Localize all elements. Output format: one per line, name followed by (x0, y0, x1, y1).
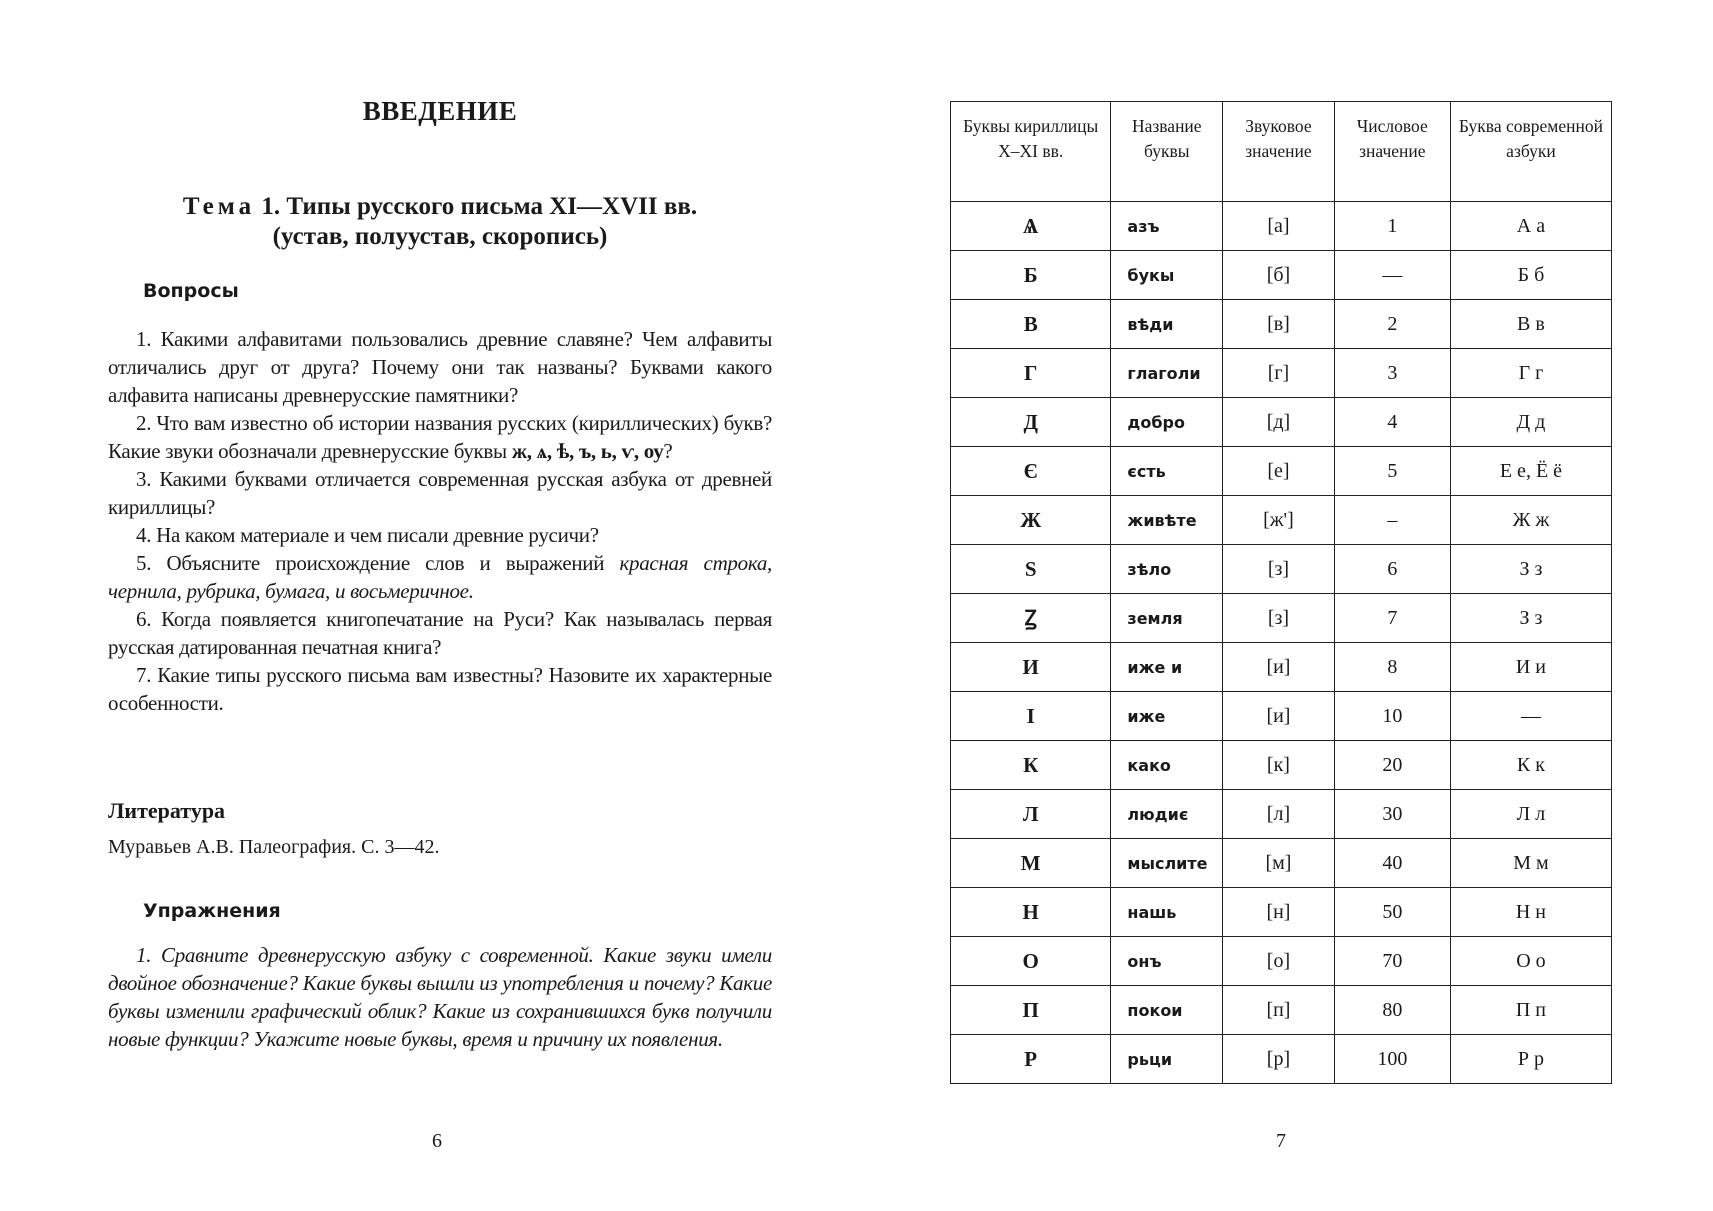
table-cell: 10 (1334, 692, 1450, 741)
table-cell: [д] (1223, 398, 1335, 447)
column-header: Числовое значение (1334, 102, 1450, 202)
table-row (951, 349, 1612, 398)
table-row (951, 447, 1612, 496)
table-cell: нашь (1111, 888, 1223, 937)
question-7: 7. Какие типы русского письма вам известны? Назовите их характерные особенности. (108, 663, 772, 715)
table-cell: [ж'] (1223, 496, 1335, 545)
table-row (951, 839, 1612, 888)
table-row (951, 251, 1612, 300)
table-cell: рьци (1111, 1035, 1223, 1084)
table-cell: І (951, 692, 1111, 741)
question-5-terms: красная строка, чернила, рубрика, бумага, и восьмеричное. (108, 551, 772, 603)
table-cell: Ѕ (951, 545, 1111, 594)
table-cell: 4 (1334, 398, 1450, 447)
topic-line2: (устав, полуустав, скоропись) (272, 223, 608, 250)
table-cell: како (1111, 741, 1223, 790)
alphabet-table (950, 101, 1612, 1084)
table-cell: А а (1450, 202, 1611, 251)
table-cell: [н] (1223, 888, 1335, 937)
table-cell: [и] (1223, 643, 1335, 692)
table-cell: 100 (1334, 1035, 1450, 1084)
table-cell: 5 (1334, 447, 1450, 496)
table-cell: 70 (1334, 937, 1450, 986)
table-cell: — (1334, 251, 1450, 300)
table-cell: мыслите (1111, 839, 1223, 888)
table-cell: К (951, 741, 1111, 790)
table-cell: М м (1450, 839, 1611, 888)
column-header: Буква современной азбуки (1450, 102, 1611, 202)
table-cell: людиє (1111, 790, 1223, 839)
table-cell: Є (951, 447, 1111, 496)
table-cell: Б б (1450, 251, 1611, 300)
questions-list (108, 325, 772, 717)
table-cell: иже (1111, 692, 1223, 741)
table-cell: 2 (1334, 300, 1450, 349)
table-cell: Д (951, 398, 1111, 447)
table-cell: 1 (1334, 202, 1450, 251)
table-row (951, 496, 1612, 545)
exercise-1 (108, 941, 772, 1053)
table-cell: О (951, 937, 1111, 986)
table-row (951, 790, 1612, 839)
table-cell: Г (951, 349, 1111, 398)
table-cell: П (951, 986, 1111, 1035)
column-header: Название буквы (1111, 102, 1223, 202)
table-cell: В (951, 300, 1111, 349)
table-cell: [б] (1223, 251, 1335, 300)
table-cell: [е] (1223, 447, 1335, 496)
table-cell: 30 (1334, 790, 1450, 839)
topic-prefix: Тема (182, 193, 256, 220)
question-6: 6. Когда появляется книгопечатание на Руси? Как называлась первая русская датированная печатная книга? (108, 607, 772, 659)
table-cell: живѣте (1111, 496, 1223, 545)
table-row (951, 888, 1612, 937)
table-cell: 20 (1334, 741, 1450, 790)
table-cell: [п] (1223, 986, 1335, 1035)
table-cell: – (1334, 496, 1450, 545)
table-cell: [з] (1223, 594, 1335, 643)
question-5 (108, 549, 772, 605)
exercises-heading: Упражнения (143, 900, 281, 922)
table-row (951, 300, 1612, 349)
table-cell: Б (951, 251, 1111, 300)
table-row (951, 741, 1612, 790)
topic-heading (108, 192, 772, 252)
table-cell: иже и (1111, 643, 1223, 692)
table-cell: Л л (1450, 790, 1611, 839)
exercise-1-text: 1. Сравните древнерусскую азбуку с современной. Какие звуки имели двойное обозначение? Какие буквы вышли из употребления и почему? Какие буквы изменили графический облик? Какие из сохранившихся букв получили новые функции? Укажите новые буквы, время и причину их появления. (108, 943, 772, 1051)
question-5-text: 5. Объясните происхождение слов и выражений (136, 551, 605, 575)
question-1: 1. Какими алфавитами пользовались древние славяне? Чем алфавиты отличались друг от друга? Почему они так названы? Буквами какого алфавита написаны древнерусские памятники? (108, 327, 772, 407)
table-cell: єсть (1111, 447, 1223, 496)
table-cell: П п (1450, 986, 1611, 1035)
page-number-right: 7 (1276, 1130, 1286, 1152)
table-row (951, 986, 1612, 1035)
old-letters: ж, ѧ, ѣ, ъ, ь, ѵ, оу (511, 439, 664, 463)
table-header-row (951, 102, 1612, 202)
question-2: 2. Что вам известно об истории названия русских (кириллических) букв? Какие звуки обозначали древнерусские буквы ж, ѧ, ѣ, ъ, ь, ѵ, оу? (108, 411, 772, 463)
table-cell: З з (1450, 545, 1611, 594)
table-cell: 80 (1334, 986, 1450, 1035)
table-cell: [л] (1223, 790, 1335, 839)
table-cell: 8 (1334, 643, 1450, 692)
table-cell: Ж (951, 496, 1111, 545)
table-row (951, 202, 1612, 251)
literature-heading: Литература (108, 798, 226, 823)
table-cell: В в (1450, 300, 1611, 349)
table-cell: О о (1450, 937, 1611, 986)
table-cell: земля (1111, 594, 1223, 643)
table-cell: 7 (1334, 594, 1450, 643)
table-cell: азъ (1111, 202, 1223, 251)
question-2-text: 2. Что вам известно об истории названия русских (кириллических) букв? Какие звуки обозначали древнерусские буквы (108, 411, 772, 463)
table-cell: [м] (1223, 839, 1335, 888)
table-cell: Н (951, 888, 1111, 937)
table-cell: К к (1450, 741, 1611, 790)
table-cell: [з] (1223, 545, 1335, 594)
table-cell: зѣло (1111, 545, 1223, 594)
table-cell: [г] (1223, 349, 1335, 398)
table-cell: глаголи (1111, 349, 1223, 398)
table-cell: [к] (1223, 741, 1335, 790)
question-3: 3. Какими буквами отличается современная русская азбука от древней кириллицы? (108, 467, 772, 519)
table-cell: 50 (1334, 888, 1450, 937)
table-cell: [о] (1223, 937, 1335, 986)
table-cell: добро (1111, 398, 1223, 447)
page-number-left: 6 (432, 1130, 442, 1152)
table-cell: Е е, Ё ё (1450, 447, 1611, 496)
table-cell: — (1450, 692, 1611, 741)
question-4: 4. На каком материале и чем писали древние русичи? (136, 523, 599, 547)
table-cell: Ꙁ (951, 594, 1111, 643)
table-row (951, 398, 1612, 447)
table-cell: [в] (1223, 300, 1335, 349)
table-row (951, 545, 1612, 594)
table-cell: [и] (1223, 692, 1335, 741)
literature-ref: Муравьев А.В. Палеография. С. 3—42. (108, 836, 440, 858)
table-row (951, 1035, 1612, 1084)
table-cell: 3 (1334, 349, 1450, 398)
table-cell: М (951, 839, 1111, 888)
table-cell: 6 (1334, 545, 1450, 594)
topic-line1: 1. Типы русского письма XI—XVII вв. (261, 193, 698, 220)
table-cell: Г г (1450, 349, 1611, 398)
table-cell: вѣди (1111, 300, 1223, 349)
table-row (951, 937, 1612, 986)
table-cell: Д д (1450, 398, 1611, 447)
table-cell: 40 (1334, 839, 1450, 888)
page-title: ВВЕДЕНИЕ (362, 96, 518, 126)
table-cell: Л (951, 790, 1111, 839)
table-cell: онъ (1111, 937, 1223, 986)
table-row (951, 692, 1612, 741)
table-cell: [р] (1223, 1035, 1335, 1084)
table-cell: [а] (1223, 202, 1335, 251)
table-cell: покои (1111, 986, 1223, 1035)
table-cell: И и (1450, 643, 1611, 692)
table-cell: Р (951, 1035, 1111, 1084)
table-cell: И (951, 643, 1111, 692)
table-cell: Ж ж (1450, 496, 1611, 545)
column-header: Звуковое значение (1223, 102, 1335, 202)
table-cell: Н н (1450, 888, 1611, 937)
questions-heading: Вопросы (143, 280, 239, 302)
table-row (951, 594, 1612, 643)
table-cell: З з (1450, 594, 1611, 643)
table-cell: Ѧ (951, 202, 1111, 251)
table-cell: букы (1111, 251, 1223, 300)
table-row (951, 643, 1612, 692)
table-cell: Р р (1450, 1035, 1611, 1084)
column-header: Буквы кириллицы X–XI вв. (951, 102, 1111, 202)
